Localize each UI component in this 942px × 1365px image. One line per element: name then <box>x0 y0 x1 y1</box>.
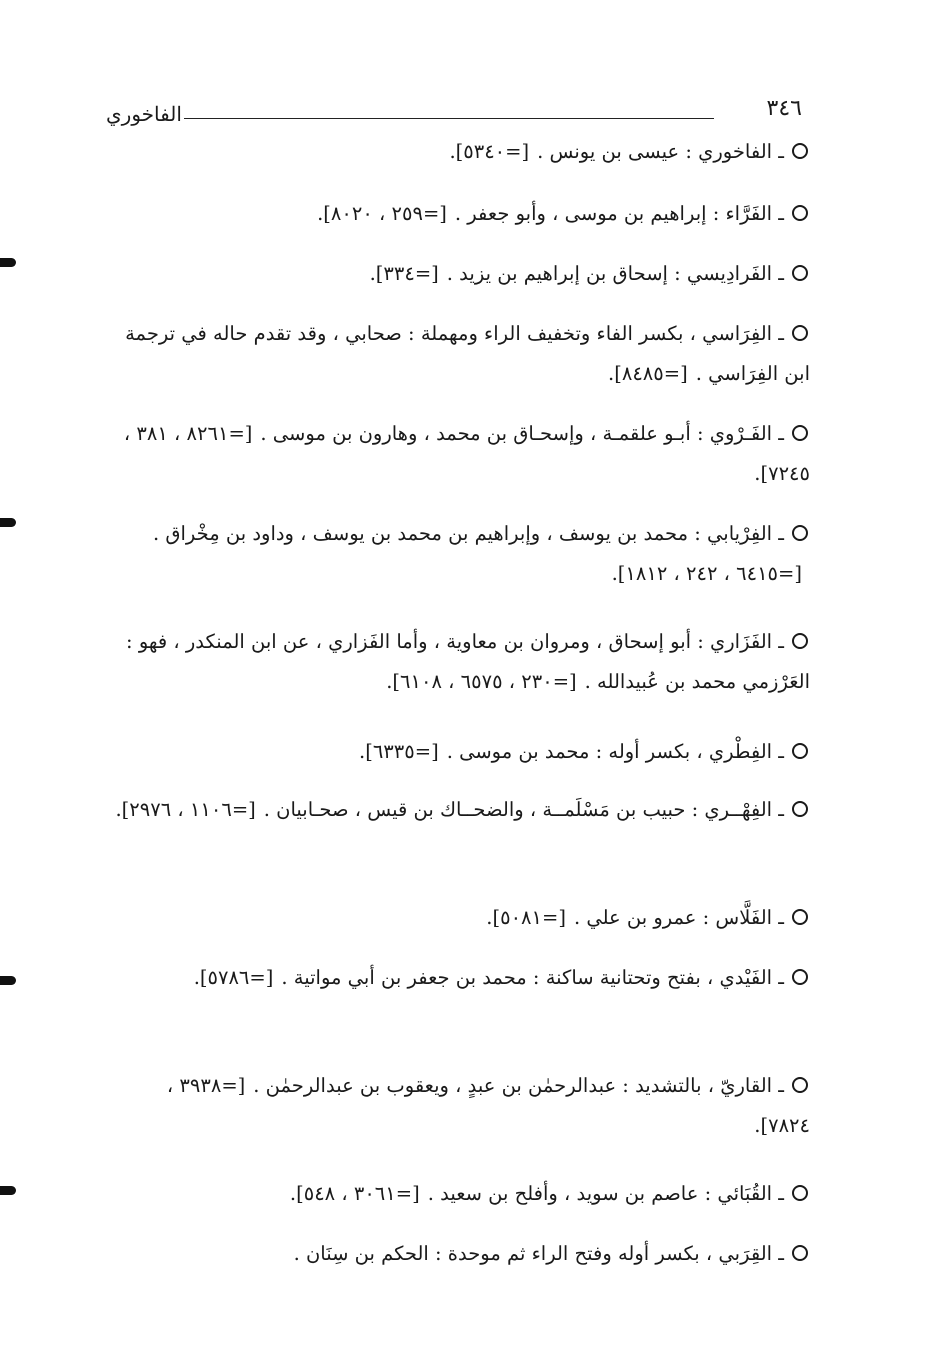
entry-refs: [=٨٢٦١ ، ٣٨١ ، ٧٢٤٥]. <box>123 422 810 485</box>
page-header <box>106 92 802 128</box>
list-item <box>110 1066 810 1174</box>
circle-bullet-icon <box>790 203 810 223</box>
entry-refs: [=٦٤١٥ ، ٢٤٢ ، ١٨١٢]. <box>611 562 802 585</box>
circle-bullet-icon <box>790 323 810 343</box>
scan-edge-mark <box>0 1186 16 1195</box>
scan-edge-mark <box>0 258 16 267</box>
entry-refs: [=٣٣٤]. <box>369 262 439 285</box>
entry-text: ـ الفَلَّاس : عمرو بن علي . <box>573 906 784 929</box>
circle-bullet-icon <box>790 263 810 283</box>
list-item <box>110 514 810 622</box>
entry-text: ـ الفَرادِيسي : إسحاق بن إبراهيم بن يزيد . <box>446 262 784 285</box>
entry-refs: [=٥٠٨١]. <box>486 906 566 929</box>
entry-text: ـ الفِطْري ، بكسر أوله : محمد بن موسى . <box>446 740 784 763</box>
list-item <box>110 732 810 790</box>
entry-text: ـ الفِرْيابي : محمد بن يوسف ، وإبراهيم بن محمد بن يوسف ، وداود بن مِخْراق . <box>152 522 784 545</box>
list-item <box>110 958 810 1066</box>
circle-bullet-icon <box>790 1075 810 1095</box>
list-item <box>110 898 810 958</box>
list-item <box>110 254 810 314</box>
entry-refs: [=٦٣٣٥]. <box>359 740 439 763</box>
entry-refs: [=٣٩٣٨ ، ٧٨٢٤]. <box>166 1074 810 1137</box>
page-number: ٣٤٦ <box>766 96 802 121</box>
entry-refs: [=٨٤٨٥]. <box>608 362 688 385</box>
entry-text: ـ القِرَبي ، بكسر أوله وفتح الراء ثم موحدة : الحكم بن سِنَان . <box>293 1242 784 1265</box>
list-item <box>110 790 810 898</box>
entry-text: ـ الفَيْدي ، بفتح وتحتانية ساكنة : محمد بن جعفر بن أبي مواتية . <box>281 966 784 989</box>
entry-text: ـ القاريّ ، بالتشديد : عبدالرحمٰن بن عبدٍ ، ويعقوب بن عبدالرحمٰن . <box>253 1074 784 1097</box>
entry-refs: [=٣٠٦١ ، ٥٤٨]. <box>289 1182 420 1205</box>
entry-refs: [=٥٧٨٦]. <box>193 966 274 989</box>
header-rule <box>184 118 714 119</box>
entry-text: ـ الفاخوري : عيسى بن يونس . <box>537 140 784 163</box>
list-item <box>110 622 810 732</box>
circle-bullet-icon <box>790 1183 810 1203</box>
entry-text: ـ القُبَائي : عاصم بن سويد ، وأفلح بن سعيد . <box>427 1182 784 1205</box>
entry-refs: [=٢٥٩ ، ٨٠٢٠]. <box>317 202 447 225</box>
circle-bullet-icon <box>790 967 810 987</box>
entry-list <box>110 132 810 1284</box>
list-item <box>110 1234 810 1284</box>
entry-refs: [=٢٣٠ ، ٦٥٧٥ ، ٦١٠٨]. <box>386 670 577 693</box>
circle-bullet-icon <box>790 1243 810 1263</box>
entry-text: ـ الفَزَاري : أبو إسحاق ، ومروان بن معاوية ، وأما الفَزاري ، عن ابن المنكدر ، فهو : العَرْزمي محمد بن عُبيدالله . <box>126 630 810 693</box>
list-item <box>110 314 810 414</box>
entry-text: ـ الفَـرْوي : أبـو علقمـة ، وإسحـاق بن محمد ، وهارون بن موسى . <box>260 422 784 445</box>
list-item <box>110 194 810 254</box>
entry-text: ـ الفَرَّاء : إبراهيم بن موسى ، وأبو جعفر . <box>454 202 784 225</box>
circle-bullet-icon <box>790 799 810 819</box>
circle-bullet-icon <box>790 907 810 927</box>
list-item <box>110 1174 810 1234</box>
circle-bullet-icon <box>790 423 810 443</box>
circle-bullet-icon <box>790 741 810 761</box>
scan-edge-mark <box>0 976 16 985</box>
list-item <box>110 414 810 514</box>
entry-refs: [=٥٣٤٠]. <box>449 140 530 163</box>
running-title: الفاخوري <box>106 102 182 126</box>
circle-bullet-icon <box>790 631 810 651</box>
list-item <box>110 132 810 194</box>
entry-text: ـ الفِهْــري : حبيب بن مَسْلَمــة ، والضحــاك بن قيس ، صحـابيان . <box>263 798 784 821</box>
scan-edge-mark <box>0 518 16 527</box>
circle-bullet-icon <box>790 141 810 161</box>
entry-text: ـ الفِرَاسي ، بكسر الفاء وتخفيف الراء ومهملة : صحابي ، وقد تقدم حاله في ترجمة ابن الفِرَاسي . <box>125 322 810 385</box>
entry-refs: [=١١٠٦ ، ٢٩٧٦]. <box>115 798 256 821</box>
circle-bullet-icon <box>790 523 810 543</box>
